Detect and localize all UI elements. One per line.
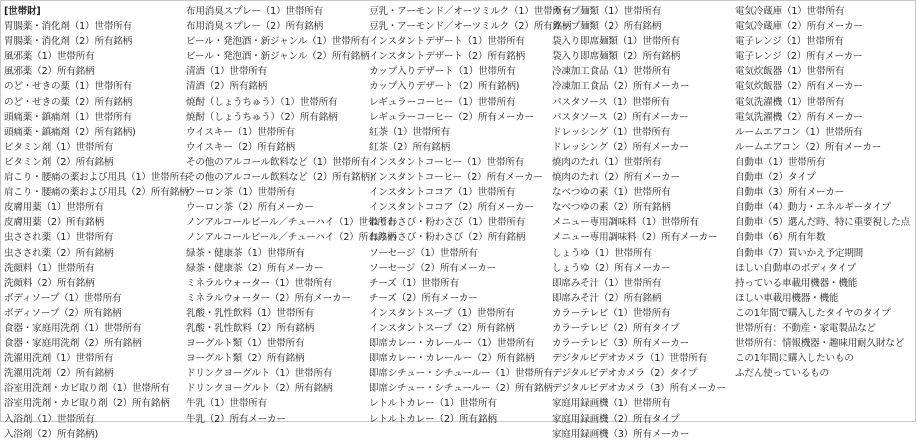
list-item: ノンアルコールビール／チューハイ（2）所有銘柄	[186, 232, 397, 244]
list-item: レギュラーコーヒー（2）所有メーカー	[369, 111, 535, 123]
column-3	[369, 4, 572, 427]
list-item: 電子レンジ（2）所有メーカー	[735, 51, 863, 63]
list-item: 清酒（2）所有銘柄	[186, 81, 268, 93]
list-item: ボディソープ（2）所有銘柄	[4, 307, 122, 319]
list-item: 自動車（2）タイプ	[735, 172, 816, 184]
list-item: 即席カレー・カレールー（1）世帯所有	[369, 338, 535, 350]
list-item: この1年間に購入したいもの	[735, 353, 854, 365]
list-item: 緑茶・健康茶（1）世帯所有	[186, 247, 305, 259]
list-item: インスタントココア（2）所有メーカー	[369, 202, 534, 214]
list-item: ドリンクヨーグルト（1）世帯所有	[186, 368, 333, 380]
list-item: ふだん使っているもの	[735, 368, 829, 380]
list-item: インスタントスープ（2）所有銘柄	[369, 322, 515, 334]
list-item: 洗濯用洗剤（1）世帯所有	[4, 353, 114, 365]
list-item: レトルトカレー（2）所有銘柄	[369, 413, 497, 425]
list-item: 乳酸・乳性飲料（2）所有銘柄	[186, 322, 315, 334]
list-item: 胃腸薬・消化剤（2）所有銘柄	[4, 36, 133, 48]
list-item: 家庭用録画機（2）所有タイプ	[552, 413, 680, 425]
list-item: ビール・発泡酒・新ジャンル（1）世帯所有	[186, 36, 370, 48]
list-item: ビタミン剤（2）所有銘柄	[4, 156, 114, 168]
list-item: 電気冷蔵庫（2）所有メーカー	[735, 21, 863, 33]
list-item: ねりわさび・粉わさび（1）世帯所有	[369, 217, 526, 229]
list-item: インスタントコーヒー（2）所有メーカー	[369, 172, 543, 184]
list-item: カラーテレビ（1）世帯所有	[552, 307, 671, 319]
list-item: インスタントコーヒー（1）世帯所有	[369, 156, 525, 168]
list-item: 電子レンジ（1）世帯所有	[735, 36, 844, 48]
list-item: 清酒（1）世帯所有	[186, 66, 268, 78]
list-item: チーズ（1）世帯所有	[369, 277, 459, 289]
list-item: ミネラルウォーター（1）世帯所有	[186, 277, 333, 289]
list-item: 自動車（7）買いかえ予定期間	[735, 247, 864, 259]
list-item: ウーロン茶（2）所有メーカー	[186, 202, 314, 214]
list-item: ソーセージ（2）所有メーカー	[369, 262, 497, 274]
list-item: ドレッシング（2）所有メーカー	[552, 141, 689, 153]
list-item: 自動車（5）選んだ時、特に重要視した点	[735, 217, 910, 229]
list-item: 食器・家庭用洗剤（1）世帯所有	[4, 322, 142, 334]
list-item: 豆乳・アーモンド／オーツミルク（2）所有銘柄	[369, 21, 572, 33]
list-item: 浴室用洗剤・カビ取り剤（1）世帯所有	[4, 383, 170, 395]
list-item: カラーテレビ（2）所有タイプ	[552, 322, 680, 334]
list-item: 自動車（6）所有年数	[735, 232, 826, 244]
list-item: ドレッシング（1）世帯所有	[552, 126, 671, 138]
list-item: インスタントココア（1）世帯所有	[369, 187, 516, 199]
list-item: この1年間で購入したタイヤのタイプ	[735, 307, 891, 319]
list-item: メニュー専用調味料（1）世帯所有	[552, 217, 699, 229]
list-item: 電気洗濯機（1）世帯所有	[735, 96, 845, 108]
list-item: 焼肉のたれ（2）所有メーカー	[552, 172, 680, 184]
section-header: [世帯財]	[4, 6, 41, 17]
list-item: 家庭用録画機（3）所有メーカー	[552, 428, 690, 440]
list-item: ルームエアコン（1）世帯所有	[735, 126, 863, 138]
list-item: 緑茶・健康茶（2）所有メーカー	[186, 262, 324, 274]
list-item: 冷凍加工食品（2）所有メーカー	[552, 81, 690, 93]
list-item: 皮膚用薬（1）世帯所有	[4, 202, 104, 214]
list-item: 虫さされ薬（2）所有銘柄	[4, 247, 114, 259]
list-item: 電気冷蔵庫（1）世帯所有	[735, 6, 845, 17]
list-item: カップ麺類（2）所有銘柄	[552, 21, 662, 33]
list-item: 胃腸薬・消化剤（1）世帯所有	[4, 21, 133, 33]
list-item: レトルトカレー（1）世帯所有	[369, 398, 497, 410]
list-item: ほしい車載用機器・機能	[735, 292, 839, 304]
column-5	[735, 4, 915, 381]
list-item: 頭痛薬・鎮痛剤（1）世帯所有	[4, 111, 133, 123]
list-item: ソーセージ（1）世帯所有	[369, 247, 478, 259]
list-item: 肩こり・腰痛の薬および用具（1）世帯所有	[4, 172, 189, 184]
list-item: インスタントスープ（1）世帯所有	[369, 307, 515, 319]
list-item: 牛乳（2）所有メーカー	[186, 413, 286, 425]
list-item: メニュー専用調味料（2）所有メーカー	[552, 232, 718, 244]
list-item: ドリンクヨーグルト（2）所有銘柄	[186, 383, 333, 395]
list-item: 浴室用洗剤・カビ取り剤（2）所有銘柄	[4, 398, 170, 410]
list-item: 食器・家庭用洗剤（2）所有銘柄	[4, 338, 142, 350]
list-item: 焼酎（しょうちゅう）（1）世帯所有	[186, 96, 338, 108]
list-item: 洗濯用洗剤（2）所有銘柄	[4, 368, 114, 380]
list-item: 牛乳（1）世帯所有	[186, 398, 268, 410]
list-item: ウイスキー（2）所有銘柄	[186, 141, 295, 153]
list-item: 家庭用録画機（1）世帯所有	[552, 398, 671, 410]
list-item: ウイスキー（1）世帯所有	[186, 126, 295, 138]
list-item: 肩こり・腰痛の薬および用具（2）所有銘柄	[4, 187, 189, 199]
list-item: ボディソープ（1）世帯所有	[4, 292, 122, 304]
list-item: 布用消臭スプレー（1）世帯所有	[186, 6, 324, 17]
list-item: ルームエアコン（2）所有メーカー	[735, 141, 882, 153]
list-item: 世帯所有：情報機器・趣味用耐久財など	[735, 338, 905, 350]
list-item: デジタルビデオカメラ（3）所有メーカー	[552, 383, 726, 395]
list-item: ビタミン剤（1）世帯所有	[4, 141, 114, 153]
list-item: 即席みそ汁（1）世帯所有	[552, 277, 662, 289]
list-item: チーズ（2）所有メーカー	[369, 292, 478, 304]
list-item: なべつゆの素（2）所有銘柄	[552, 202, 671, 214]
list-item: しょうゆ（2）所有メーカー	[552, 262, 671, 274]
list-item: デジタルビデオカメラ（1）世帯所有	[552, 353, 708, 365]
list-item: ウーロン茶（1）世帯所有	[186, 187, 296, 199]
list-item: 袋入り即席麺類（1）世帯所有	[552, 36, 681, 48]
list-item: パスタソース（1）世帯所有	[552, 96, 670, 108]
list-item: 自動車（3）所有メーカー	[735, 187, 845, 199]
list-item: 電気炊飯器（2）所有メーカー	[735, 81, 863, 93]
list-item: カラーテレビ（3）所有メーカー	[552, 338, 690, 350]
list-item: なべつゆの素（1）世帯所有	[552, 187, 671, 199]
list-item: 風邪薬（2）所有銘柄	[4, 66, 95, 78]
list-item: その他のアルコール飲料など（1）世帯所有	[186, 156, 370, 168]
list-item: のど・せきの薬（1）世帯所有	[4, 81, 133, 93]
list-item: カップ麺類（1）世帯所有	[552, 6, 662, 17]
list-item: 持っている車載用機器・機能	[735, 277, 858, 289]
list-item: レギュラーコーヒー（1）世帯所有	[369, 96, 516, 108]
list-item: 乳酸・乳性飲料（1）世帯所有	[186, 307, 315, 319]
list-item: 即席カレー・カレールー（2）所有銘柄	[369, 353, 535, 365]
list-item: 焼肉のたれ（1）世帯所有	[552, 156, 662, 168]
list-item: ノンアルコールビール／チューハイ（1）世帯所有	[186, 217, 397, 229]
list-item: 入浴剤（2）所有銘柄)	[4, 428, 98, 440]
list-item: インスタントデザート（1）世帯所有	[369, 36, 525, 48]
list-item: 焼酎（しょうちゅう）（2）所有銘柄	[186, 111, 338, 123]
list-item: 洗顔料（2）所有銘柄	[4, 277, 95, 289]
list-item: 自動車（4）動力・エネルギータイプ	[735, 202, 891, 214]
list-item: 電気炊飯器（1）世帯所有	[735, 66, 845, 78]
list-item: 豆乳・アーモンド／オーツミルク（1）世帯所有	[369, 6, 572, 17]
list-item: デジタルビデオカメラ（2）タイプ	[552, 368, 698, 380]
list-item: ねりわさび・粉わさび（2）所有銘柄	[369, 232, 526, 244]
list-item: 布用消臭スプレー（2）所有銘柄	[186, 21, 324, 33]
list-item: 世帯所有：不動産・家電製品など	[735, 322, 876, 334]
list-item: 即席みそ汁（2）所有銘柄	[552, 292, 662, 304]
list-item: 即席シチュー・シチュールー（2）所有銘柄	[369, 383, 553, 395]
list-item: 紅茶（1）世帯所有	[369, 126, 451, 138]
list-item: しょうゆ（1）世帯所有	[552, 247, 652, 259]
list-item: 頭痛薬・鎮痛剤（2）所有銘柄)	[4, 126, 136, 138]
list-item: 自動車（1）世帯所有	[735, 156, 826, 168]
column-1	[4, 4, 189, 442]
list-item: パスタソース（2）所有メーカー	[552, 111, 689, 123]
list-item: 風邪薬（1）世帯所有	[4, 51, 95, 63]
list-item: ヨーグルト類（1）世帯所有	[186, 338, 305, 350]
list-item: 袋入り即席麺類（2）所有銘柄	[552, 51, 681, 63]
list-item: ほしい自動車のボディタイプ	[735, 262, 856, 274]
list-item: ミネラルウォーター（2）所有メーカー	[186, 292, 351, 304]
list-item: 冷凍加工食品（1）世帯所有	[552, 66, 671, 78]
list-item: 入浴剤（1）世帯所有	[4, 413, 95, 425]
list-item: 皮膚用薬（2）所有銘柄	[4, 217, 104, 229]
column-2	[186, 4, 397, 427]
list-item: のど・せきの薬（2）所有銘柄	[4, 96, 133, 108]
column-4	[552, 4, 732, 442]
list-item: 虫さされ薬（1）世帯所有	[4, 232, 114, 244]
list-item: 電気洗濯機（2）所有メーカー	[735, 111, 863, 123]
list-item: 洗顔料（1）世帯所有	[4, 262, 95, 274]
list-item: ビール・発泡酒・新ジャンル（2）所有銘柄	[186, 51, 370, 63]
list-item: カップ入りデザート（2）所有銘柄)	[369, 81, 520, 93]
list-item: 紅茶（2）所有銘柄	[369, 141, 451, 153]
list-item: 即席シチュー・シチュールー（1）世帯所有	[369, 368, 553, 380]
list-item: その他のアルコール飲料など（2）所有銘柄)	[186, 172, 374, 184]
list-item: インスタントデザート（2）所有銘柄	[369, 51, 525, 63]
list-item: ヨーグルト類（2）所有銘柄	[186, 353, 305, 365]
list-item: カップ入りデザート（1）世帯所有	[369, 66, 516, 78]
